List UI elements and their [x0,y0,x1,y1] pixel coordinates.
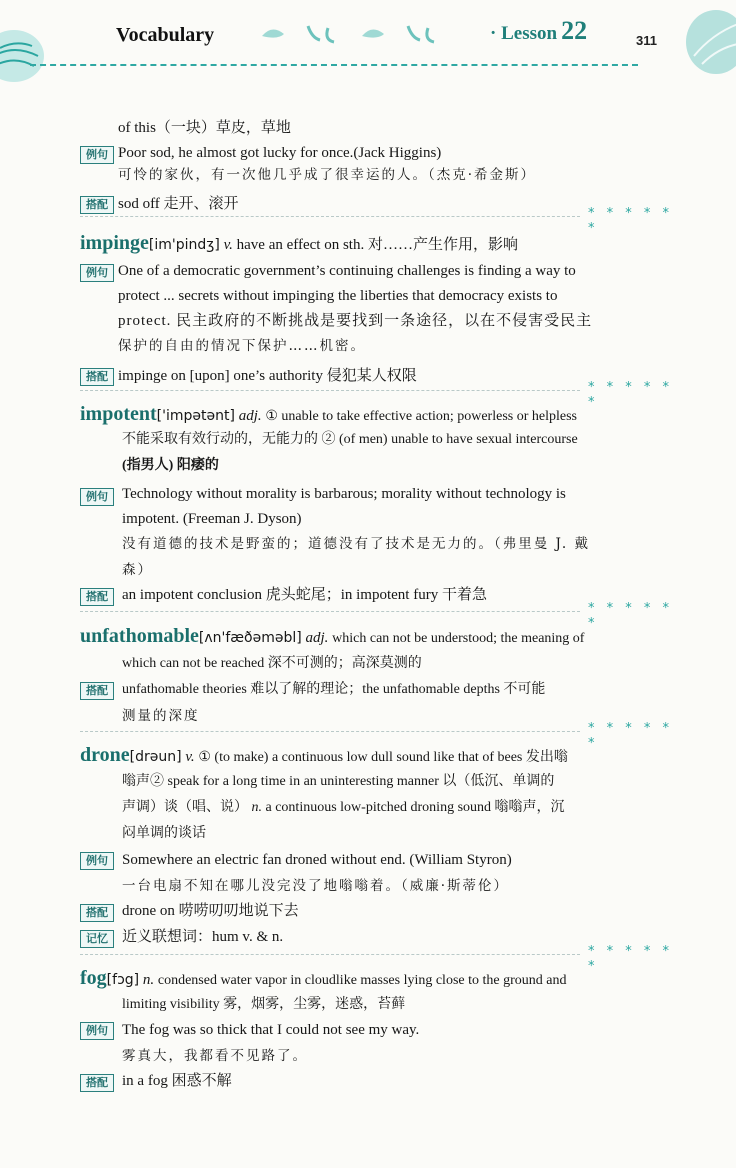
entry-separator [80,380,676,410]
collocation-tag: 搭配 [80,904,114,922]
collocation: sod off 走开、滚开 [118,196,239,212]
example-tag: 例句 [80,488,114,506]
collocation: unfathomable theories 难以了解的理论；the unfathomable depths 不可能 [122,682,546,697]
separator-stars: * * * * * * [588,721,674,751]
definition-line: of this（一块）草皮，草地 [118,120,291,136]
example-sentence: Poor sod, he almost got lucky for once.(Jack Higgins) [118,145,442,161]
example-tag: 例句 [80,852,114,870]
part-of-speech: adj. [238,408,262,424]
example-sentence: The fog was so thick that I could not see my way. [122,1022,420,1038]
page-number: 311 [636,33,657,48]
separator-stars: * * * * * * [588,944,674,974]
entry-separator [80,206,676,236]
collocation: in a fog 困惑不解 [122,1073,232,1089]
definition-line: 闷单调的谈话 [122,826,206,841]
example-translation: 一台电扇不知在哪儿没完没了地嗡嗡着。（威廉·斯蒂伦） [122,878,510,894]
definition-line: 不能采取有效行动的，无能力的 ② (of men) unable to have sexual intercourse [122,432,578,447]
leaf-decoration-right [672,4,736,84]
definition: ① (to make) a continuous low dull sound like that of bees 发出嗡 [198,750,568,765]
bird-decoration [258,18,458,46]
page-header [0,0,736,80]
part-of-speech: n. [251,800,262,815]
example-line: impotent. (Freeman J. Dyson) [122,511,302,527]
part-of-speech: v. [223,237,233,253]
definition-text: a continuous low-pitched droning sound 嗡嗡声，沉 [265,800,565,815]
header-dashed-rule [30,64,638,66]
lesson-label: · Lesson 22 [490,16,588,45]
phonetic: [fɔg] [106,972,140,988]
collocation-tag: 搭配 [80,1074,114,1092]
example-line: 没有道德的技术是野蛮的；道德没有了技术是无力的。（弗里曼 J. 戴 [122,536,590,552]
example-translation: 雾真大，我都看不见路了。 [122,1048,308,1064]
definition-line: 嗡声② speak for a long time in an uninteresting manner 以（低沉、单调的 [122,774,555,789]
part-of-speech: adj. [305,630,329,646]
headword: unfathomable [80,625,199,647]
definition: ① unable to take effective action; powerless or helpless [265,409,577,424]
separator-stars: * * * * * * [588,206,674,236]
memory-tag: 记忆 [80,930,114,948]
memory-note: 近义联想词：hum v. & n. [122,929,284,945]
phonetic: [drəun] [129,749,182,765]
entry-head-impotent [80,404,577,427]
example-tag: 例句 [80,146,114,164]
separator-stars: * * * * * * [588,601,674,631]
example-line: protect. 民主政府的不断挑战是要找到一条途径，以在不侵害受民主 [118,313,593,329]
definition-line: limiting visibility 雾，烟雾，尘雾，迷惑，苔藓 [122,997,406,1012]
collocation: 测量的深度 [122,708,200,724]
collocation: impinge on [upon] one’s authority 侵犯某人权限 [118,368,417,384]
definition-line: which can not be reached 深不可测的；高深莫测的 [122,656,422,671]
entry-head-impinge [80,233,518,255]
phonetic: [ʌn'fæðəməbl] [198,630,302,646]
example-tag: 例句 [80,264,114,282]
section-title: Vocabulary [116,24,215,46]
definition-text: 声调）谈（唱、说） [122,800,248,815]
leaf-decoration-left [0,16,54,96]
part-of-speech: v. [185,749,195,765]
definition: have an effect on sth. 对……产生作用，影响 [236,237,518,253]
phonetic: [im'pindʒ] [148,237,220,253]
lesson-word: Lesson [501,23,558,44]
lesson-number: 22 [561,16,588,45]
example-tag: 例句 [80,1022,114,1040]
example-line: 森） [122,562,153,578]
collocation-tag: 搭配 [80,588,114,606]
entry-head-unfathomable [80,626,584,649]
example-line: 保护的自由的情况下保护……机密。 [118,338,366,354]
collocation: drone on 唠唠叨叨地说下去 [122,903,299,919]
entry-head-fog [80,968,566,991]
phonetic: ['impətənt] [156,408,235,424]
collocation-tag: 搭配 [80,682,114,700]
headword: impinge [80,232,149,254]
example-line: One of a democratic government’s continuing challenges is finding a way to [118,263,576,279]
separator-stars: * * * * * * [588,380,674,410]
headword: impotent [80,403,157,425]
definition: condensed water vapor in cloudlike masses lying close to the ground and [157,973,567,988]
entry-head-drone [80,745,568,768]
collocation-tag: 搭配 [80,368,114,386]
definition: which can not be understood; the meaning of [332,631,585,646]
entry-separator [80,601,676,631]
example-translation: 可怜的家伙，有一次他几乎成了很幸运的人。（杰克·希金斯） [118,167,537,183]
entry-separator [80,721,676,751]
entry-separator [80,944,676,974]
headword: drone [80,744,130,766]
headword: fog [80,967,107,989]
example-sentence: Somewhere an electric fan droned without end. (William Styron) [122,852,512,868]
part-of-speech: n. [142,972,155,988]
collocation: an impotent conclusion 虎头蛇尾；in impotent fury 干着急 [122,587,487,603]
definition-line [122,798,565,818]
collocation-tag: 搭配 [80,196,114,214]
example-line: protect ... secrets without impinging the liberties that democracy exists to [118,288,558,304]
example-line: Technology without morality is barbarous; morality without technology is [122,486,566,502]
definition-line: (指男人) 阳痿的 [122,458,219,473]
